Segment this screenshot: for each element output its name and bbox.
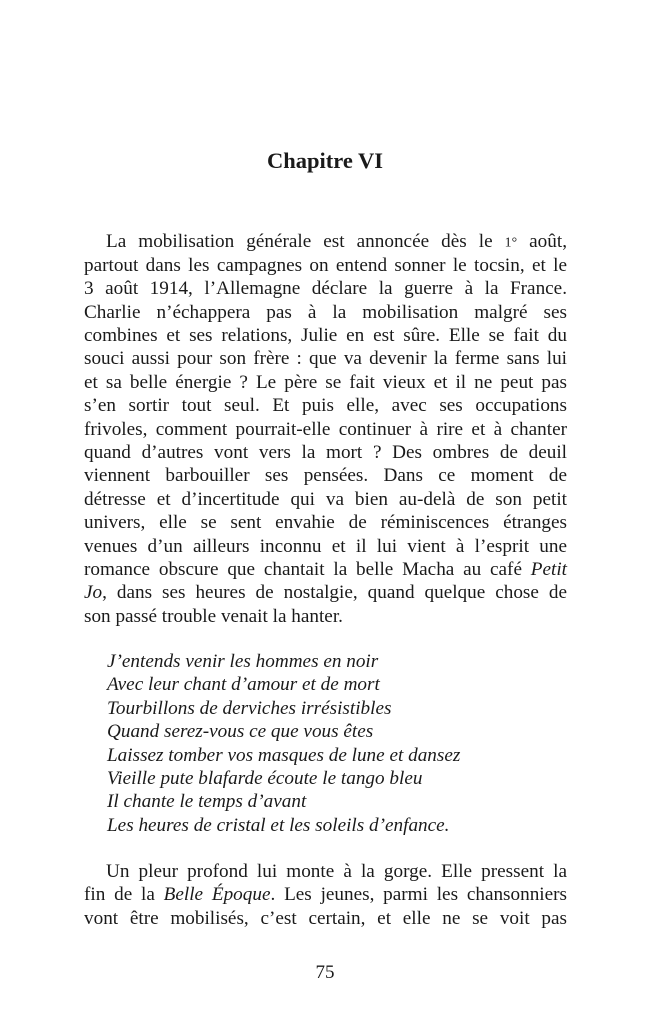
poem-verse: Quand serez-vous ce que vous êtes [107, 721, 374, 743]
poem-verse: Il chante le temps d’avant [107, 791, 307, 813]
paragraph-line: souci aussi pour son frère : que va devenir la ferme sans lui [84, 348, 567, 370]
poem-verse: Les heures de cristal et les soleils d’enfance. [107, 814, 450, 836]
poem [107, 650, 567, 837]
paragraph-line: romance obscure que chantait la belle Macha au café Petit [84, 559, 567, 580]
era-name: Belle Époque [163, 884, 271, 906]
chapter-title: Chapitre VI [266, 148, 384, 173]
paragraph-line: s’en sortir tout seul. Et puis elle, avec ses occupations [84, 395, 567, 417]
paragraph-line: Jo, dans ses heures de nostalgie, quand quelque chose de [84, 582, 567, 604]
paragraph-line: vont être mobilisés, c’est certain, et elle ne se voit pas [84, 907, 567, 929]
poem-verse: Vieille pute blafarde écoute le tango bleu [107, 768, 423, 790]
paragraph-line: détresse et d’incertitude qui va bien au-delà de son petit [84, 488, 567, 510]
poem-verse: Tourbillons de derviches irrésistibles [107, 697, 392, 719]
paragraph-line: combines et ses relations, Julie en est sûre. Elle se fait du [84, 324, 567, 346]
paragraph-line: La mobilisation générale est annoncée dès le 1° août, [106, 231, 567, 252]
paragraph-line: quand d’autres vont vers la mort ? Des ombres de deuil [84, 441, 567, 463]
paragraph-line: univers, elle se sent envahie de réminiscences étranges [84, 512, 567, 534]
paragraph-line: viennent barbouiller ses pensées. Dans ce moment de [84, 465, 567, 487]
poem-verse: Laissez tomber vos masques de lune et dansez [107, 744, 461, 766]
poem-verse: Avec leur chant d’amour et de mort [107, 674, 380, 696]
paragraph-line: 3 août 1914, l’Allemagne déclare la guerre à la France. [84, 278, 567, 300]
paragraph-line: venues d’un ailleurs inconnu et il lui vient à l’esprit une [84, 535, 567, 557]
date-ordinal: ° [511, 234, 518, 250]
paragraph-line: frivoles, comment pourrait-elle continuer à rire et à chanter [84, 418, 567, 440]
paragraph-belle-epoque [84, 860, 567, 930]
page-number: 75 [315, 962, 335, 983]
paragraph-line: et sa belle énergie ? Le père se fait vieux et il ne peut pas [84, 371, 567, 393]
paragraph-line: Un pleur profond lui monte à la gorge. Elle pressent la [106, 861, 567, 882]
cafe-name: Jo [84, 582, 103, 604]
date-number: 1 [504, 234, 512, 250]
paragraph-mobilisation [84, 230, 567, 628]
poem-verse: J’entends venir les hommes en noir [107, 651, 379, 672]
paragraph-line: son passé trouble venait la hanter. [84, 605, 343, 627]
paragraph-line: partout dans les campagnes on entend sonner le tocsin, et le [84, 254, 567, 276]
paragraph-line: Charlie n’échappera pas à la mobilisation malgré ses [84, 301, 567, 323]
paragraph-line: fin de la Belle Époque. Les jeunes, parmi les chansonniers [84, 884, 568, 906]
cafe-name: Petit [530, 559, 567, 580]
